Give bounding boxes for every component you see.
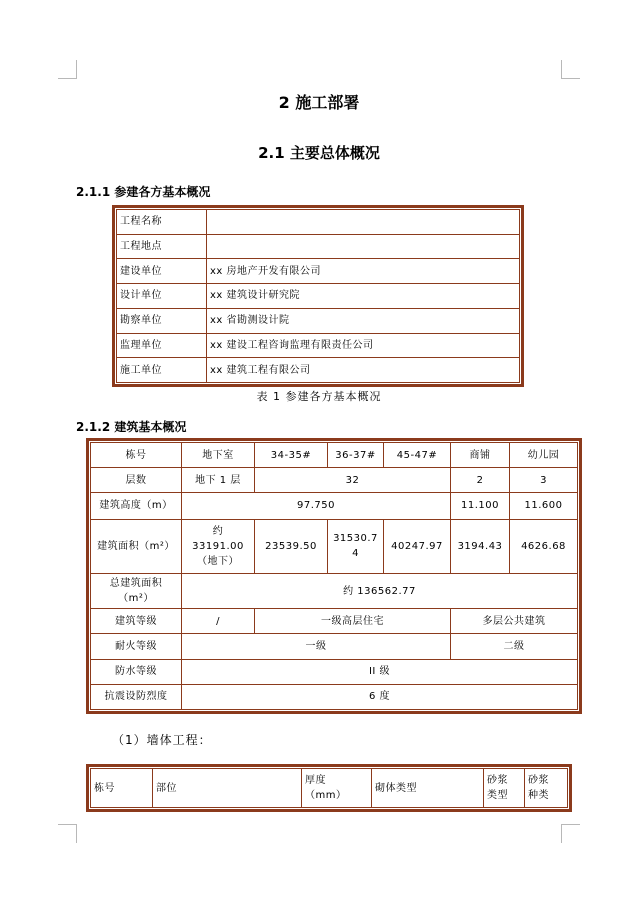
cell: 6 度 bbox=[182, 684, 578, 709]
cell: 4626.68 bbox=[510, 519, 578, 573]
row-value: xx 房地产开发有限公司 bbox=[207, 259, 520, 284]
header-cell: 商铺 bbox=[451, 443, 510, 468]
row-label: 设计单位 bbox=[117, 284, 207, 309]
table-row bbox=[117, 234, 520, 259]
cell: 11.100 bbox=[451, 493, 510, 519]
row-label bbox=[91, 573, 182, 608]
table-row bbox=[91, 634, 578, 659]
table-row bbox=[117, 333, 520, 358]
row-label: 防水等级 bbox=[91, 659, 182, 684]
cell: II 级 bbox=[182, 659, 578, 684]
cell-text: 厚度 bbox=[305, 775, 326, 786]
table-row bbox=[91, 443, 578, 468]
crop-mark bbox=[58, 60, 77, 79]
row-label: 工程地点 bbox=[117, 234, 207, 259]
cell: 2 bbox=[451, 468, 510, 493]
row-label: 建筑高度（m） bbox=[91, 493, 182, 519]
table-row bbox=[91, 609, 578, 634]
header-cell: 幼儿园 bbox=[510, 443, 578, 468]
cell-text: 约 bbox=[212, 525, 224, 537]
table-row bbox=[91, 573, 578, 608]
table-row bbox=[91, 769, 568, 808]
cell-text: 31530.7 bbox=[333, 533, 378, 545]
table-row bbox=[91, 519, 578, 573]
row-label: 耐火等级 bbox=[91, 634, 182, 659]
row-label: 监理单位 bbox=[117, 333, 207, 358]
cell: 地下 1 层 bbox=[182, 468, 255, 493]
row-value bbox=[207, 234, 520, 259]
header-cell: 地下室 bbox=[182, 443, 255, 468]
row-label: 建筑面积（m²） bbox=[91, 519, 182, 573]
table-row bbox=[91, 468, 578, 493]
cell: 一级高层住宅 bbox=[255, 609, 451, 634]
row-label: 建筑等级 bbox=[91, 609, 182, 634]
header-cell bbox=[302, 769, 372, 808]
row-label: 抗震设防烈度 bbox=[91, 684, 182, 709]
participants-table bbox=[112, 205, 524, 387]
table-row bbox=[91, 493, 578, 519]
crop-mark bbox=[561, 60, 580, 79]
table-row bbox=[117, 308, 520, 333]
table-row bbox=[117, 210, 520, 235]
cell-text: 类型 bbox=[487, 790, 508, 801]
cell bbox=[182, 519, 255, 573]
cell-text: 种类 bbox=[528, 790, 549, 801]
header-cell: 45-47# bbox=[384, 443, 451, 468]
participants-table-body bbox=[117, 210, 520, 383]
cell: 3194.43 bbox=[451, 519, 510, 573]
cell: 二级 bbox=[451, 634, 578, 659]
row-value: xx 建筑设计研究院 bbox=[207, 284, 520, 309]
table-row bbox=[91, 659, 578, 684]
header-cell: 栋号 bbox=[91, 443, 182, 468]
subsection-2-title: 2.1.2 建筑基本概况 bbox=[76, 420, 187, 434]
chapter-title: 2 施工部署 bbox=[278, 93, 360, 112]
row-label: 工程名称 bbox=[117, 210, 207, 235]
cell-text: 总建筑面积 bbox=[109, 578, 163, 590]
subsection-1-title: 2.1.1 参建各方基本概况 bbox=[76, 185, 211, 199]
cell-text: 砂浆 bbox=[487, 775, 508, 786]
cell: 97.750 bbox=[182, 493, 451, 519]
crop-mark bbox=[58, 824, 77, 843]
row-value: xx 省勘测设计院 bbox=[207, 308, 520, 333]
header-cell bbox=[484, 769, 525, 808]
table-row bbox=[117, 259, 520, 284]
cell bbox=[328, 519, 384, 573]
cell: 32 bbox=[255, 468, 451, 493]
cell: 23539.50 bbox=[255, 519, 328, 573]
row-label: 层数 bbox=[91, 468, 182, 493]
cell-text: 33191.00 bbox=[192, 540, 244, 552]
row-value: xx 建设工程咨询监理有限责任公司 bbox=[207, 333, 520, 358]
cell: / bbox=[182, 609, 255, 634]
table-caption: 表 1 参建各方基本概况 bbox=[256, 390, 382, 403]
wall-works-table bbox=[86, 764, 572, 812]
row-label: 建设单位 bbox=[117, 259, 207, 284]
header-cell: 栋号 bbox=[91, 769, 153, 808]
cell-text: （m²） bbox=[118, 593, 154, 605]
cell: 11.600 bbox=[510, 493, 578, 519]
row-value: xx 建筑工程有限公司 bbox=[207, 358, 520, 383]
header-cell: 部位 bbox=[153, 769, 302, 808]
cell-text: 4 bbox=[352, 548, 359, 560]
cell: 3 bbox=[510, 468, 578, 493]
table-row bbox=[91, 684, 578, 709]
cell: 一级 bbox=[182, 634, 451, 659]
cell: 40247.97 bbox=[384, 519, 451, 573]
building-overview-table bbox=[86, 438, 582, 714]
table-row bbox=[117, 358, 520, 383]
wall-works-heading: （1）墙体工程： bbox=[112, 733, 212, 747]
header-cell: 砌体类型 bbox=[372, 769, 484, 808]
row-value bbox=[207, 210, 520, 235]
cell-text: （mm） bbox=[305, 790, 347, 801]
cell-text: （地下） bbox=[197, 555, 239, 567]
row-label: 勘察单位 bbox=[117, 308, 207, 333]
cell: 约 136562.77 bbox=[182, 573, 578, 608]
section-title: 2.1 主要总体概况 bbox=[258, 144, 380, 162]
row-label: 施工单位 bbox=[117, 358, 207, 383]
header-cell: 34-35# bbox=[255, 443, 328, 468]
crop-mark bbox=[561, 824, 580, 843]
table-row bbox=[117, 284, 520, 309]
cell-text: 砂浆 bbox=[528, 775, 549, 786]
header-cell bbox=[525, 769, 568, 808]
cell: 多层公共建筑 bbox=[451, 609, 578, 634]
header-cell: 36-37# bbox=[328, 443, 384, 468]
